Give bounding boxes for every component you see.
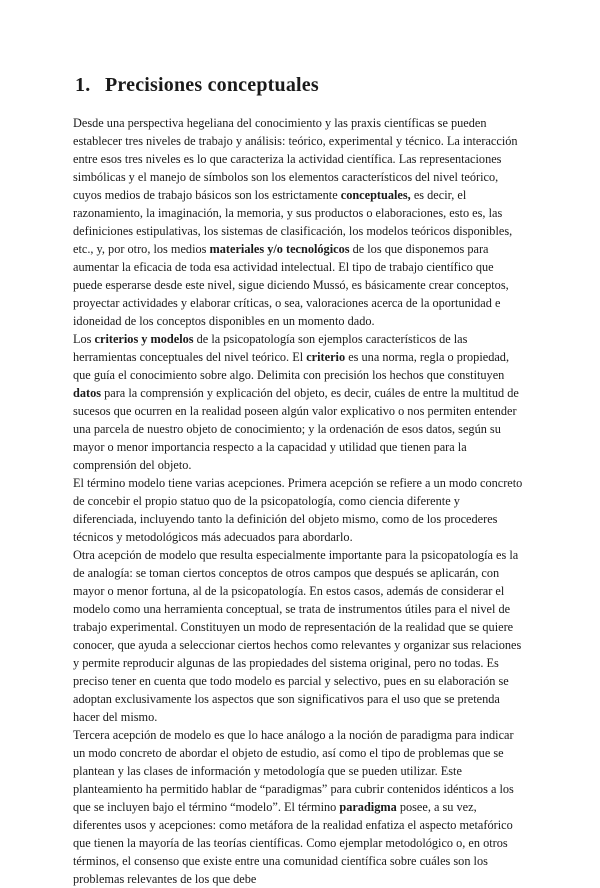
bold-term: criterios y modelos: [94, 332, 194, 346]
bold-term: conceptuales,: [340, 188, 411, 202]
paragraph: [73, 330, 525, 474]
text-run: posee, a su vez, diferentes usos y acepciones: como metáfora de la realidad enfatiza el aspecto metafórico que tienen la mayoría de las teorías científicas. Como ejemplar metodológico o, en otros términos, el consenso que existe entre una comunidad científica sobre cuáles son los problemas relevantes de los que debe: [73, 800, 513, 886]
bold-term: criterio: [306, 350, 346, 364]
bold-term: datos: [73, 386, 102, 400]
paragraph: [73, 114, 525, 330]
text-run: Desde una perspectiva hegeliana del conocimiento y las praxis científicas se pueden establecer tres niveles de trabajo y análisis: teórico, experimental y técnico. La interacción entre esos tres niveles es lo que caracteriza la actividad científica. Las representaciones simbólicas y el manejo de símbolos son los elementos característicos del nivel teórico, cuyos medios de trabajo básicos son los estrictamente: [73, 116, 518, 202]
text-run: El término modelo tiene varias acepciones. Primera acepción se refiere a un modo concreto de concebir el propio statuo quo de la psicopatología, como ciencia diferente y diferenciada, incluyendo tanto la definición del objeto mismo, como de los procederes técnicos y metodológicos más adecuados para abordarlo.: [73, 476, 523, 544]
section-heading: [75, 74, 319, 97]
text-run: es una norma, regla o propiedad, que guía el conocimiento sobre algo. Delimita con precisión los hechos que constituyen: [73, 350, 510, 382]
text-run: de los que disponemos para aumentar la eficacia de toda esa actividad intelectual. El tipo de trabajo científico que puede esperarse desde este nivel, sigue diciendo Mussó, es básicamente crear conceptos, proyectar actividades y elaborar críticas, o sea, valoraciones acerca de la oportunidad e idoneidad de los conceptos disponibles en un momento dado.: [73, 242, 509, 328]
section-number: 1.: [75, 74, 91, 96]
bold-term: materiales y/o tecnológicos: [209, 242, 350, 256]
text-run: para la comprensión y explicación del objeto, es decir, cuáles de entre la multitud de sucesos que ocurren en la realidad poseen algún valor explicativo o nos permiten entender una parcela de nuestro objeto de conocimiento; y la ordenación de esos datos, según su mayor o menor importancia respecto a la capacidad y utilidad que tienen para la comprensión del objeto.: [73, 386, 519, 472]
body-text: [73, 114, 525, 888]
text-run: es decir, el razonamiento, la imaginación, la memoria, y sus productos o elaboraciones, esto es, las definiciones estipulativas, los sistemas de clasificación, los modelos teóricos disponibles, etc., y, por otro, los medios: [73, 188, 513, 256]
bold-term: paradigma: [339, 800, 397, 814]
paragraph: [73, 546, 525, 726]
text-run: Los: [73, 332, 95, 346]
text-run: de la psicopatología son ejemplos característicos de las herramientas conceptuales del nivel teórico. El: [73, 332, 468, 364]
text-run: Otra acepción de modelo que resulta especialmente importante para la psicopatología es la de analogía: se toman ciertos conceptos de otros campos que después se aplicarán, con mayor o menor fortuna, al de la psicopatología. En estos casos, además de considerar el modelo como una herramienta conceptual, se trata de instrumentos útiles para el nivel de trabajo experimental. Constituyen un modo de representación de la realidad que se quiere conocer, que ayuda a seleccionar ciertos hechos como relevantes y organizar sus relaciones y permite reproducir algunas de las propiedades del sistema original, pero no todas. Es preciso tener en cuenta que todo modelo es parcial y selectivo, pues en su elaboración se adoptan exclusivamente los aspectos que son significativos para el uso que se pretenda hacer del mismo.: [73, 548, 522, 724]
paragraph: [73, 474, 525, 546]
text-run: Tercera acepción de modelo es que lo hace análogo a la noción de paradigma para indicar un modo concreto de abordar el objeto de estudio, así como el tipo de problemas que se plantean y las clases de información y metodología que se pueden utilizar. Este planteamiento ha permitido hablar de “paradigmas” para cubrir contenidos idénticos a los que se incluyen bajo el término “modelo”. El término: [73, 728, 514, 814]
section-title: Precisiones conceptuales: [105, 74, 319, 96]
paragraph: [73, 726, 525, 888]
